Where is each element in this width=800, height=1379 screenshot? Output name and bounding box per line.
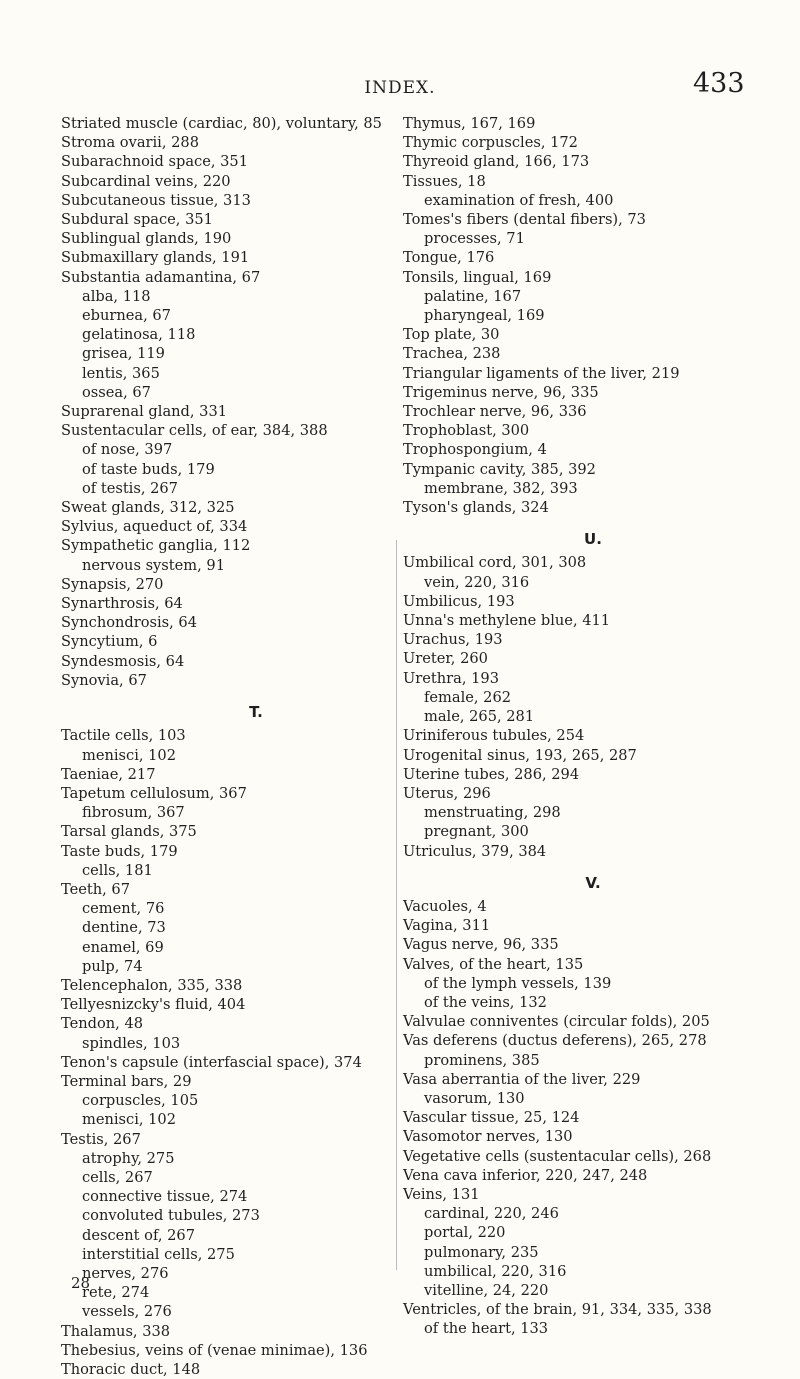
index-entry: Vena cava inferior, 220, 247, 248 [403,1166,648,1184]
index-entry: Vascular tissue, 25, 124 [403,1109,580,1127]
index-subentry: prominens, 385 [424,1051,540,1069]
index-subentry: of testis, 267 [82,479,178,497]
index-entry: Subdural space, 351 [61,211,213,229]
page-number: 433 [693,68,745,99]
index-entry: Synchondrosis, 64 [61,614,197,632]
index-entry: Sweat glands, 312, 325 [61,499,235,517]
index-subentry: menisci, 102 [82,1111,177,1129]
index-subentry: cement, 76 [82,900,165,918]
entry-list-t-left [61,726,441,1379]
index-column-left [61,114,441,1379]
entry-list-v [403,897,783,1339]
index-subentry: of the heart, 133 [424,1320,549,1338]
index-entry: Vasomotor nerves, 130 [403,1128,573,1146]
index-entry: Testis, 267 [61,1130,141,1148]
index-subentry: processes, 71 [424,230,525,248]
index-entry: Suprarenal gland, 331 [61,403,228,421]
index-entry: Synovia, 67 [61,671,147,689]
index-entry: Tonsils, lingual, 169 [403,268,552,286]
index-subentry: rete, 274 [82,1284,150,1302]
index-entry: Subcutaneous tissue, 313 [61,191,251,209]
index-entry: Utriculus, 379, 384 [403,842,547,860]
index-entry: Top plate, 30 [403,326,500,344]
index-subentry: ossea, 67 [82,383,151,401]
index-subentry: male, 265, 281 [424,708,535,726]
index-entry: Tyson's glands, 324 [403,499,549,517]
index-entry: Teeth, 67 [61,880,130,898]
index-entry: Tenon's capsule (interfascial space), 374 [61,1053,362,1071]
index-subentry: vasorum, 130 [424,1089,525,1107]
index-entry: Substantia adamantina, 67 [61,268,261,286]
index-entry: Trophoblast, 300 [403,422,530,440]
index-entry: Urachus, 193 [403,631,503,649]
index-entry: Urethra, 193 [403,669,499,687]
index-subentry: umbilical, 220, 316 [424,1262,567,1280]
index-entry: Tympanic cavity, 385, 392 [403,460,596,478]
index-entry: Uriniferous tubules, 254 [403,727,585,745]
index-entry: Striated muscle (cardiac, 80), voluntary, 85 [61,115,382,132]
index-entry: Uterine tubes, 286, 294 [403,765,580,783]
index-entry: Syncytium, 6 [61,633,158,651]
index-subentry: eburnea, 67 [82,307,171,325]
index-subentry: interstitial cells, 275 [82,1245,235,1263]
index-entry: Subarachnoid space, 351 [61,153,248,171]
index-entry: Vagina, 311 [403,917,491,935]
entry-list-s [61,114,441,690]
section-heading-v: V. [585,873,601,892]
index-entry: Sublingual glands, 190 [61,230,232,248]
index-subentry: menisci, 102 [82,746,177,764]
index-subentry: female, 262 [424,688,512,706]
index-entry: Sylvius, aqueduct of, 334 [61,518,248,536]
index-entry: Submaxillary glands, 191 [61,249,250,267]
index-entry: Tarsal glands, 375 [61,823,197,841]
index-entry: Tactile cells, 103 [61,727,186,745]
index-entry: Taeniae, 217 [61,765,156,783]
index-entry: Telencephalon, 335, 338 [61,976,243,994]
index-entry: Synarthrosis, 64 [61,595,183,613]
index-entry: Urogenital sinus, 193, 265, 287 [403,746,637,764]
index-subentry: descent of, 267 [82,1226,195,1244]
index-column-right [403,114,783,1339]
index-subentry: connective tissue, 274 [82,1188,248,1206]
column-divider [396,540,397,1270]
index-subentry: gelatinosa, 118 [82,326,196,344]
index-entry: Vagus nerve, 96, 335 [403,936,559,954]
index-entry: Ureter, 260 [403,650,488,668]
index-entry: Uterus, 296 [403,784,491,802]
index-subentry: vitelline, 24, 220 [424,1281,549,1299]
index-subentry: convoluted tubules, 273 [82,1207,260,1225]
index-entry: Trigeminus nerve, 96, 335 [403,383,599,401]
index-entry: Subcardinal veins, 220 [61,172,231,190]
index-entry: Triangular ligaments of the liver, 219 [403,364,680,382]
index-entry: Umbilicus, 193 [403,592,515,610]
index-subentry: cardinal, 220, 246 [424,1205,559,1223]
index-entry: Thyreoid gland, 166, 173 [403,153,590,171]
index-subentry: cells, 267 [82,1168,153,1186]
index-subentry: nervous system, 91 [82,556,225,574]
signature-mark: 28 [71,1274,91,1292]
index-subentry: menstruating, 298 [424,804,561,822]
index-subentry: of taste buds, 179 [82,460,215,478]
index-subentry: cells, 181 [82,861,153,879]
index-subentry: membrane, 382, 393 [424,479,578,497]
entry-list-u [403,553,783,860]
index-subentry: grisea, 119 [82,345,165,363]
index-entry: Ventricles, of the brain, 91, 334, 335, 338 [403,1301,712,1319]
index-entry: Valves, of the heart, 135 [403,955,584,973]
running-header-title: INDEX. [364,78,436,98]
index-subentry: enamel, 69 [82,938,164,956]
entry-list-t-right [403,114,783,517]
index-subentry: pulmonary, 235 [424,1243,539,1261]
index-entry: Tissues, 18 [403,172,486,190]
index-entry: Syndesmosis, 64 [61,652,185,670]
index-entry: Tomes's fibers (dental fibers), 73 [403,211,646,229]
index-entry: Vasa aberrantia of the liver, 229 [403,1070,641,1088]
index-entry: Thymus, 167, 169 [403,115,536,132]
section-heading-u: U. [584,530,602,549]
index-entry: Thebesius, veins of (venae minimae), 136 [61,1341,368,1359]
index-entry: Sustentacular cells, of ear, 384, 388 [61,422,328,440]
index-entry: Tendon, 48 [61,1015,144,1033]
index-subentry: vein, 220, 316 [424,573,530,591]
section-heading-t: T. [249,703,263,722]
index-subentry: corpuscles, 105 [82,1092,199,1110]
index-subentry: pharyngeal, 169 [424,307,545,325]
index-entry: Unna's methylene blue, 411 [403,612,611,630]
index-entry: Vacuoles, 4 [403,897,487,915]
index-subentry: spindles, 103 [82,1034,181,1052]
index-subentry: nerves, 276 [82,1264,169,1282]
index-entry: Trachea, 238 [403,345,501,363]
index-subentry: lentis, 365 [82,364,160,382]
index-subentry: dentine, 73 [82,919,166,937]
index-subentry: of the veins, 132 [424,993,547,1011]
index-subentry: atrophy, 275 [82,1149,175,1167]
index-entry: Sympathetic ganglia, 112 [61,537,251,555]
index-subentry: portal, 220 [424,1224,506,1242]
index-subentry: of nose, 397 [82,441,173,459]
index-entry: Valvulae conniventes (circular folds), 205 [403,1013,710,1031]
index-entry: Vegetative cells (sustentacular cells), 268 [403,1147,712,1165]
index-entry: Synapsis, 270 [61,575,164,593]
index-entry: Vas deferens (ductus deferens), 265, 278 [403,1032,707,1050]
index-subentry: pulp, 74 [82,957,143,975]
index-entry: Taste buds, 179 [61,842,178,860]
index-entry: Thymic corpuscles, 172 [403,134,578,152]
index-subentry: palatine, 167 [424,287,522,305]
index-entry: Tapetum cellulosum, 367 [61,784,247,802]
index-entry: Veins, 131 [403,1185,480,1203]
index-entry: Terminal bars, 29 [61,1072,192,1090]
index-entry: Trophospongium, 4 [403,441,547,459]
index-entry: Trochlear nerve, 96, 336 [403,403,587,421]
index-entry: Umbilical cord, 301, 308 [403,554,587,572]
index-entry: Thalamus, 338 [61,1322,171,1340]
index-subentry: alba, 118 [82,287,151,305]
index-entry: Thoracic duct, 148 [61,1361,201,1378]
index-subentry: examination of fresh, 400 [424,191,614,209]
index-entry: Tellyesnizcky's fluid, 404 [61,996,246,1014]
index-subentry: fibrosum, 367 [82,804,185,822]
index-subentry: pregnant, 300 [424,823,529,841]
index-subentry: of the lymph vessels, 139 [424,974,612,992]
index-entry: Tongue, 176 [403,249,495,267]
index-entry: Stroma ovarii, 288 [61,134,199,152]
index-subentry: vessels, 276 [82,1303,172,1321]
